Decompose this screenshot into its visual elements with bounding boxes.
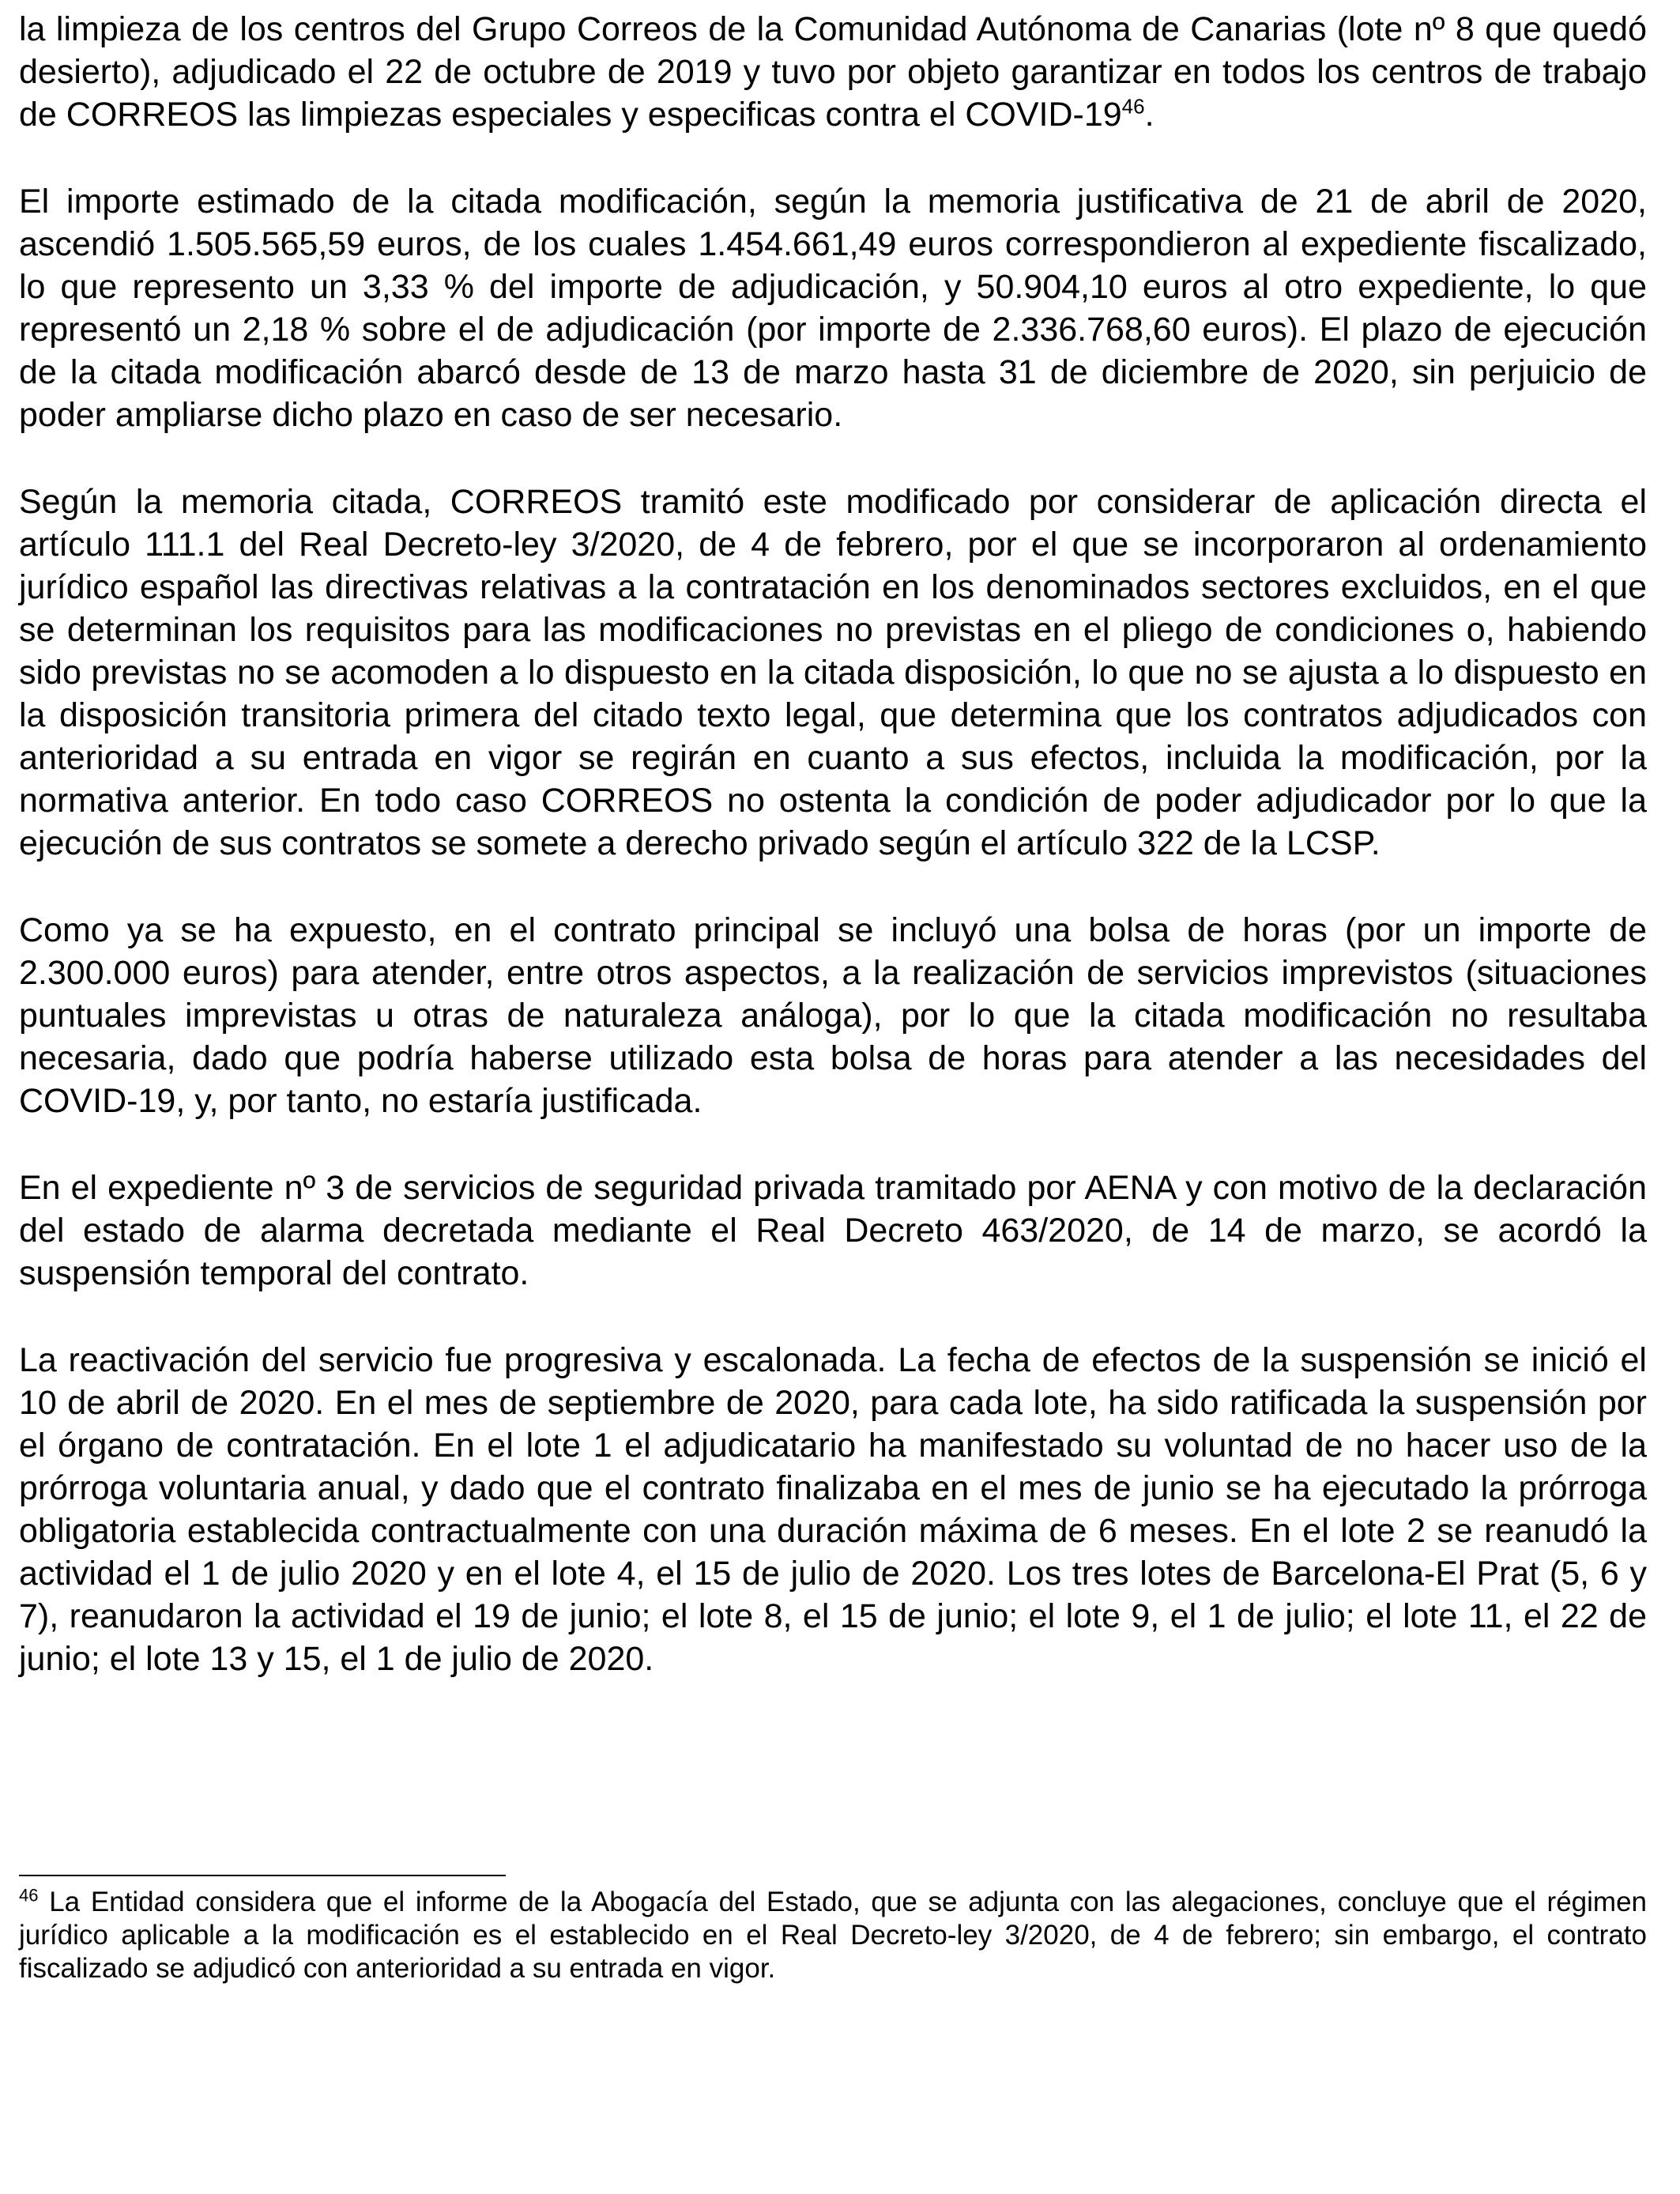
paragraph-4: Como ya se ha expuesto, en el contrato principal se incluyó una bolsa de horas (por un importe de 2.300.000 euros) para atender, entre otros aspectos, a la realización de servicios imprevistos (situaciones puntuales imprevistas u otras de naturaleza análoga), por lo que la citada modificación no resultaba necesaria, dado que podría haberse utilizado esta bolsa de horas para atender a las necesidades del COVID-19, y, por tanto, no estaría justificada. bbox=[19, 911, 1647, 1120]
paragraph-1-text: la limpieza de los centros del Grupo Correos de la Comunidad Autónoma de Canarias (lote nº 8 que quedó desierto), adjudicado el 22 de octubre de 2019 y tuvo por objeto garantizar en todos los centros de trabajo de CORREOS las limpiezas especiales y especificas contra el COVID-19 bbox=[19, 10, 1647, 134]
paragraph-1 bbox=[19, 8, 1647, 136]
paragraph-5: En el expediente nº 3 de servicios de seguridad privada tramitado por AENA y con motivo de la declaración del estado de alarma decretada mediante el Real Decreto 463/2020, de 14 de marzo, se acordó la suspensión temporal del contrato. bbox=[19, 1169, 1647, 1292]
footnote-number: 46 bbox=[19, 1885, 39, 1906]
document-body bbox=[19, 8, 1647, 1725]
footnote-reference[interactable]: 46 bbox=[1121, 94, 1145, 119]
paragraph-2: El importe estimado de la citada modificación, según la memoria justificativa de 21 de abril de 2020, ascendió 1.505.565,59 euros, de los cuales 1.454.661,49 euros correspondieron al expediente fiscalizado, lo que represento un 3,33 % del importe de adjudicación, y 50.904,10 euros al otro expediente, lo que representó un 2,18 % sobre el de adjudicación (por importe de 2.336.768,60 euros). El plazo de ejecución de la citada modificación abarcó desde de 13 de marzo hasta 31 de diciembre de 2020, sin perjuicio de poder ampliarse dicho plazo en caso de ser necesario. bbox=[19, 183, 1647, 434]
footnote-divider bbox=[19, 1875, 506, 1876]
footnote-text: La Entidad considera que el informe de la Abogacía del Estado, que se adjunta con las alegaciones, concluye que el régimen jurídico aplicable a la modificación es el establecido en el Real Decreto-ley 3/2020, de 4 de febrero; sin embargo, el contrato fiscalizado se adjudicó con anterioridad a su entrada en vigor. bbox=[19, 1887, 1647, 1984]
paragraph-1-end: . bbox=[1144, 96, 1155, 134]
footnote bbox=[19, 1886, 1647, 1985]
paragraph-3: Según la memoria citada, CORREOS tramitó este modificado por considerar de aplicación directa el artículo 111.1 del Real Decreto-ley 3/2020, de 4 de febrero, por el que se incorporaron al ordenamiento jurídico español las directivas relativas a la contratación en los denominados sectores excluidos, en el que se determinan los requisitos para las modificaciones no previstas en el pliego de condiciones o, habiendo sido previstas no se acomoden a lo dispuesto en la citada disposición, lo que no se ajusta a lo dispuesto en la disposición transitoria primera del citado texto legal, que determina que los contratos adjudicados con anterioridad a su entrada en vigor se regirán en cuanto a sus efectos, incluida la modificación, por la normativa anterior. En todo caso CORREOS no ostenta la condición de poder adjudicador por lo que la ejecución de sus contratos se somete a derecho privado según el artículo 322 de la LCSP. bbox=[19, 483, 1647, 862]
paragraph-6: La reactivación del servicio fue progresiva y escalonada. La fecha de efectos de la suspensión se inició el 10 de abril de 2020. En el mes de septiembre de 2020, para cada lote, ha sido ratificada la suspensión por el órgano de contratación. En el lote 1 el adjudicatario ha manifestado su voluntad de no hacer uso de la prórroga voluntaria anual, y dado que el contrato finalizaba en el mes de junio se ha ejecutado la prórroga obligatoria establecida contractualmente con una duración máxima de 6 meses. En el lote 2 se reanudó la actividad el 1 de julio 2020 y en el lote 4, el 15 de julio de 2020. Los tres lotes de Barcelona-El Prat (5, 6 y 7), reanudaron la actividad el 19 de junio; el lote 8, el 15 de junio; el lote 9, el 1 de julio; el lote 11, el 22 de junio; el lote 13 y 15, el 1 de julio de 2020. bbox=[19, 1341, 1647, 1678]
